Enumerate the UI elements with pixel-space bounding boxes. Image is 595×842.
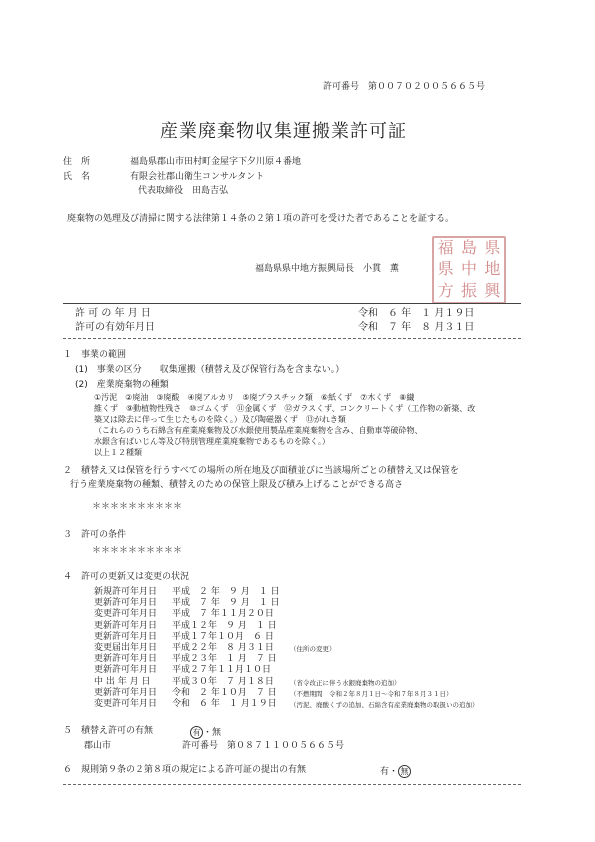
history-date: 平成２２年 ８ 月３１日 [172, 643, 274, 653]
separator: ・ [203, 728, 213, 738]
history-date: 平成１７年１０月 ６ 日 [172, 631, 274, 642]
transfer-permit-number: 許可番号 第０８７１１００５６６５号 [182, 741, 345, 751]
seal-char: 振 [460, 280, 477, 300]
section-2-line: ２ 積替え又は保管を行うすべての場所の所在地及び面積並びに当該場所ごとの積替え又は保管を [63, 466, 459, 476]
company-name: 有限会社郡山衛生コンサルタント [130, 172, 265, 182]
address: 福島県郡山市田村町金屋字下夕川原４番地 [130, 157, 302, 167]
section-6-text: ６ 規則第９条の２第８項の規定による許可証の提出の有無 [63, 765, 307, 775]
option-yes: 有 [380, 767, 390, 777]
option-no: 無 [212, 728, 222, 738]
seal-char: 福 [437, 238, 454, 257]
history-date: 平成 ７ 年 ９ 月 １ 日 [172, 598, 280, 609]
history-note: （不燃期間 令和２年８月１日～令和７年８月３１日） [290, 689, 453, 698]
section-3-value: ＊＊＊＊＊＊＊＊＊＊ [92, 546, 183, 556]
permit-date-label: 許 可 の 年 月 日 [75, 308, 151, 319]
seal-char: 中 [460, 259, 477, 279]
waste-types-line: 維くず ⑨動植物性残さ ⑩ゴムくず ⑪金属くず ⑫ガラスくず、コンクリートくず（工作物の新築、改 [94, 404, 476, 413]
history-note: （省令改正に伴う水銀廃棄物の追加） [290, 678, 401, 687]
history-note: （汚泥、廃酸くずの追加、石綿含有産業廃棄物の取扱いの追加） [290, 701, 479, 709]
separator: ・ [389, 767, 399, 777]
history-label: 更新許可年月日 [94, 665, 158, 676]
history-label: 変更許可年月日 [94, 609, 158, 620]
section-2-value: ＊＊＊＊＊＊＊＊＊＊ [92, 502, 183, 512]
section-2-line: 行う産業廃棄物の種類、積替えのための保管上限及び積み上げることができる高さ [70, 480, 404, 490]
section-3-title: ３ 許可の条件 [63, 530, 127, 540]
waste-types-line: 築又は除去に伴って生じたものを除く。）及び陶磁器くず ⑬がれき類 [94, 415, 346, 424]
history-date: 平成３０年 ７ 月１８日 [172, 676, 274, 687]
waste-types-heading: (2) 産業廃棄物の種類 [75, 380, 169, 390]
history-label: 更新許可年月日 [94, 687, 158, 698]
section-1-title: １ 事業の範囲 [63, 350, 127, 360]
history-date: 平成 ２ 年 ９ 月 １ 日 [172, 587, 280, 597]
waste-types-line: 水銀含有ばいじん等及び特別管理産業廃棄物であるものを除く。） [94, 437, 330, 446]
seal-char: 地 [484, 259, 501, 279]
history-label: 変更届出年月日 [94, 643, 158, 653]
representative: 代表取締役 田島吉弘 [138, 186, 229, 196]
business-category: (1) 事業の区分 収集運搬（積替え及び保管行為を含まない。） [75, 365, 345, 375]
submission-choice [380, 765, 411, 778]
history-date: 平成 ７ 年１１月２０日 [172, 609, 274, 620]
seal-char: 県 [484, 238, 501, 257]
seal-char: 島 [460, 238, 477, 257]
expiry-date: 令和 ７ 年 ８ 月３１日 [358, 322, 475, 333]
seal-char: 興 [484, 280, 501, 300]
expiry-date-label: 許可の有効年月日 [75, 322, 155, 333]
history-label: 更新許可年月日 [94, 598, 158, 609]
transfer-city: 郡山市 [84, 741, 112, 751]
divider [63, 338, 521, 339]
waste-types-line: ①汚泥 ②廃油 ③廃酸 ④廃アルカリ ⑤廃プラスチック類 ⑥紙くず ⑦木くず ⑧繊 [94, 393, 415, 402]
divider [63, 784, 521, 785]
address-label: 住 所 [63, 157, 91, 167]
divider [63, 303, 521, 304]
seal-char: 県 [437, 259, 454, 279]
transfer-permit-choice [190, 726, 221, 739]
seal-char: 方 [437, 280, 454, 300]
history-label: 更新許可年月日 [94, 620, 158, 631]
history-date: 平成２３年 １ 月 ７ 日 [172, 654, 277, 665]
certification-statement: 廃棄物の処理及び清掃に関する法律第１４条の２第１項の許可を受けた者であることを証する。 [67, 214, 455, 224]
history-date: 平成２７年１１月１０日 [172, 665, 272, 676]
section-5-title: ５ 積替え許可の有無 [63, 726, 154, 736]
history-label: 新規許可年月日 [94, 587, 158, 597]
official-seal [432, 236, 506, 304]
history-label: 変更許可年月日 [94, 699, 158, 709]
section-4-title: ４ 許可の更新又は変更の状況 [63, 572, 190, 582]
history-date: 平成１２年 ９ 月 １ 日 [172, 620, 277, 631]
document-title: 産業廃棄物収集運搬業許可証 [160, 121, 407, 142]
history-date: 令和 ６ 年 １ 月１９日 [172, 699, 277, 709]
permit-number: 許可番号 第００７０２００５６６５号 [323, 82, 486, 92]
history-label: 中 出 年 月 日 [94, 676, 151, 687]
history-date: 令和 ２ 年１０月 ７ 日 [172, 687, 277, 698]
waste-types-line: （これらのうち石綿含有産業廃棄物及び水銀使用製品産業廃棄物を含み、自動車等破砕物、 [94, 426, 423, 435]
waste-types-total: 以上１２種類 [94, 448, 142, 457]
history-label: 更新許可年月日 [94, 654, 158, 665]
name-label: 氏 名 [63, 172, 91, 182]
issuer: 福島県県中地方振興局長 小貫 薫 [255, 264, 400, 274]
permit-date: 令和 ６ 年 １ 月１９日 [358, 308, 475, 319]
history-note: （住所の変更） [290, 645, 336, 653]
selected-no: 無 [398, 765, 411, 778]
selected-yes: 有 [190, 726, 203, 739]
history-label: 更新許可年月日 [94, 631, 158, 642]
